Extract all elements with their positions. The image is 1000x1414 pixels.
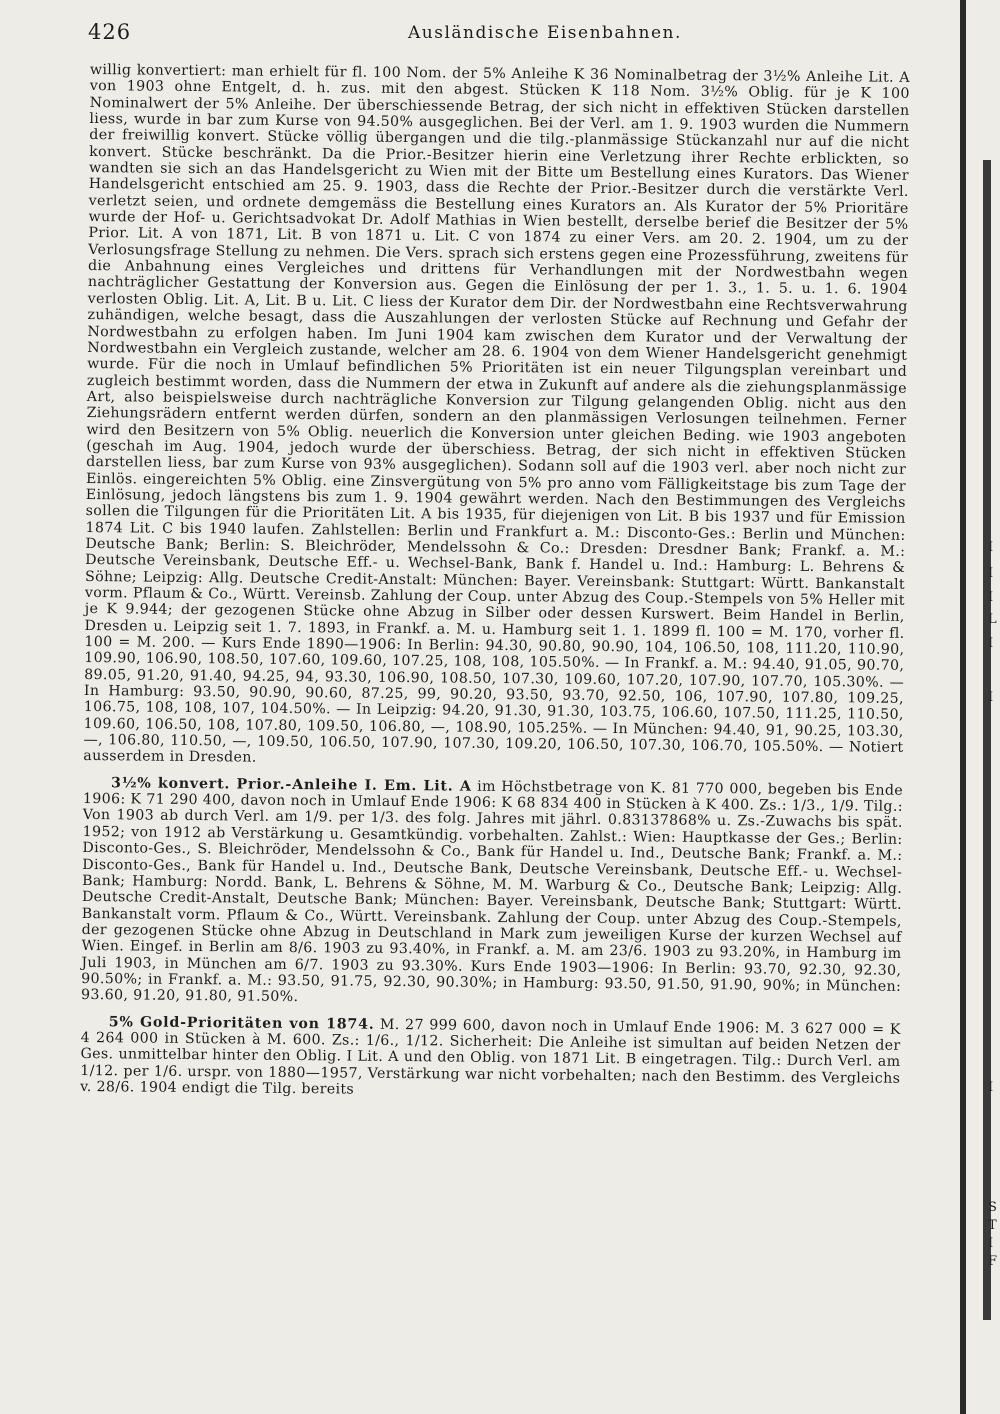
section-title: 3½% konvert. Prior.-Anleihe I. Em. Lit. A: [111, 775, 472, 795]
paragraph-continuation: willig konvertiert: man erhielt für fl. 100 Nom. der 5% Anleihe K 36 Nominalbetrag der 3½% Anleihe Lit. A von 1903 ohne Entgelt, d. h. zus. mit den abgest. Stücken K 118 Nom. 3½% Oblig. für je K 100 Nominalwert der 5% Anleihe. Der überschiessende Betrag, der sich nicht in effektiven Stücken darstellen liess, wurde in bar zum Kurse von 94.50% ausgeglichen. Bei der Verl. am 1. 9. 1903 wurden die Nummern der freiwillig konvert. Stücke völlig übergangen und die tilg.-planmässige Stückanzahl nur auf die nicht konvert. Stücke beschränkt. Da die Prior.-Besitzer hierin eine Verletzung ihrer Rechte erblickten, so wandten sie sich an das Handelsgericht zu Wien mit der Bitte um Bestellung eines Kurators. Das Wiener Handelsgericht entschied am 25. 9. 1903, dass die Rechte der Prior.-Besitzer durch die verstärkte Verl. verletzt seien, und ordnete demgemäss die Bestellung eines Kurators an. Als Kurator der 5% Prioritäre wurde der Hof- u. Gerichtsadvokat Dr. Adolf Mathias in Wien bestellt, derselbe berief die Besitzer der 5% Prior. Lit. A von 1871, Lit. B von 1871 u. Lit. C von 1874 zu einer Vers. am 20. 2. 1904, um zu der Verlosungsfrage Stellung zu nehmen. Die Vers. sprach sich erstens gegen eine Prozessführung, zweitens für die Anbahnung eines Vergleiches und drittens für Verhandlungen mit der Nordwestbahn wegen nachträglicher Gestattung der Konversion aus. Gegen die Einlösung der per 1. 3., 1. 5. u. 1. 6. 1904 verlosten Oblig. Lit. A, Lit. B u. Lit. C liess der Kurator dem Dir. der Nordwestbahn eine Rechtsverwahrung zuhändigen, welche besagt, dass die Auszahlungen der verlosten Stücke auf Rechnung und Gefahr der Nordwestbahn zu erfolgen haben. Im Juni 1904 kam zwischen dem Kurator und der Verwaltung der Nordwestbahn ein Vergleich zustande, welcher am 28. 6. 1904 von dem Wiener Handelsgericht genehmigt wurde. Für die noch in Umlauf befindlichen 5% Prioritäten ist ein neuer Tilgungsplan vereinbart und zugleich bestimmt worden, dass die Nummern der etwa in Zukunft auf andere als die ziehungsplanmässige Art, also beispielsweise durch nachträgliche Konversion zur Tilgung gelangenden Oblig. nicht aus den Ziehungsrädern entfernt werden dürfen, sondern an den planmässigen Verlosungen teilnehmen. Ferner wird den Besitzern von 5% Oblig. neuerlich die Konversion unter gleichen Beding. wie 1903 angeboten (geschah im Aug. 1904, jedoch wurde der überschiess. Betrag, der sich nicht in effektiven Stücken darstellen liess, bar zum Kurse von 93% ausgeglichen). Sodann soll auf die 1903 verl. aber noch nicht zur Einlös. eingereichten 5% Oblig. eine Zinsvergütung von 5% pro anno vom Fälligkeitstage bis zum Tage der Einlösung, jedoch längstens bis zum 1. 9. 1904 gewährt werden. Nach den Bestimmungen des Vergleichs sollen die Tilgungen für die Prioritäten Lit. A bis 1935, für diejenigen von Lit. B bis 1937 und für Emission 1874 Lit. C bis 1940 laufen. Zahlstellen: Berlin und Frankfurt a. M.: Disconto-Ges.: Berlin und München: Deutsche Bank; Berlin: S. Bleichröder, Mendelssohn & Co.: Dresden: Dresdner Bank; Frankf. a. M.: Deutsche Vereinsbank, Deutsche Eff.- u. Wechsel-Bank, Bank f. Handel u. Ind.: Hamburg: L. Behrens & Söhne; Leipzig: Allg. Deutsche Credit-Anstalt: München: Bayer. Vereinsbank: Stuttgart: Württ. Bankanstalt vorm. Pflaum & Co., Württ. Vereinsb. Zahlung der Coup. unter Abzug des Coup.-Stempels von 5% Heller mit je K 9.944; der gezogenen Stücke ohne Abzug in Silber oder dessen Kurswert. Beim Handel in Berlin, Dresden u. Leipzig seit 1. 7. 1893, in Frankf. a. M. u. Hamburg seit 1. 1. 1899 fl. 100 = M. 170, vorher fl. 100 = M. 200. — Kurs Ende 1890—1906: In Berlin: 94.30, 90.80, 90.90, 104, 106.50, 108, 111.20, 110.90, 109.90, 106.90, 108.50, 107.60, 109.60, 107.25, 108, 108, 105.50%. — In Frankf. a. M.: 94.40, 91.05, 90.70, 89.05, 91.20, 91.40, 94.25, 94, 93.30, 106.90, 108.50, 107.30, 109.60, 107.20, 107.90, 107.70, 105.30%. — In Hamburg: 93.50, 90.90, 90.60, 87.25, 99, 90.20, 93.50, 93.70, 92.50, 106, 107.90, 107.80, 109.25, 106.75, 108, 108, 107, 104.50%. — In Leipzig: 94.20, 91.30, 91.30, 103.75, 106.60, 107.50, 111.25, 110.50, 109.60, 106.50, 108, 107.80, 109.50, 106.80, —, 108.90, 105.25%. — In München: 94.40, 91, 90.25, 103.30, —, 106.80, 110.50, —, 109.50, 106.50, 107.90, 107.30, 109.20, 106.50, 107.30, 106.70, 105.50%. — Notiert ausserdem in Dresden.: [83, 62, 910, 767]
margin-fragment: T: [988, 1218, 997, 1233]
margin-fragment: I: [988, 636, 994, 651]
section-gold-prioritaeten: [80, 1014, 901, 1104]
section-text: M. 27 999 600, davon noch in Umlauf Ende 1906: M. 3 627 000 = K 4 264 000 in Stücken à M. 600. Zs.: 1/6., 1/12. Sicherheit: Die Anleihe ist simultan auf beiden Netzen der Ges. unmittelbar hinter den Oblig. I Lit. A und den Oblig. von 1871 Lit. B eingetragen. Tilg.: Durch Verl. am 1/12. per 1/6. urspr. von 1880—1957, Verstärkung war nicht vorbehalten; nach den Bestimm. des Vergleichs v. 28/6. 1904 endigt die Tilg. bereits: [80, 1016, 901, 1098]
binding-gutter: [960, 0, 966, 1414]
margin-fragment: F: [988, 1254, 998, 1269]
binding-shadow: [983, 160, 991, 1320]
running-head: Ausländische Eisenbahnen.: [408, 23, 682, 43]
margin-fragment: I: [988, 1080, 994, 1095]
margin-fragment: I: [988, 566, 994, 581]
page-number: 426: [88, 20, 132, 44]
section-text: im Höchstbetrage von K. 81 770 000, begeben bis Ende 1906: K 71 290 400, davon noch in Umlauf Ende 1906: K 68 834 400 in Stücken à K 400. Zs.: 1/3., 1/9. Tilg.: Von 1903 ab durch Verl. am 1/9. per 1/3. des folg. Jahres mit jährl. 0.83137868% u. Zs.-Zuwachs bis spät. 1952; von 1912 ab Verstärkung u. Gesamtkündig. vorbehalten. Zahlst.: Wien: Hauptkasse der Ges.; Berlin: Disconto-Ges., S. Bleichröder, Mendelssohn & Co., Bank für Handel u. Ind., Deutsche Bank; Frankf. a. M.: Disconto-Ges., Bank für Handel u. Ind., Deutsche Bank, Deutsche Vereinsbank, Deutsche Eff.- u. Wechsel-Bank; Hamburg: Nordd. Bank, L. Behrens & Söhne, M. M. Warburg & Co., Deutsche Bank; Leipzig: Allg. Deutsche Credit-Anstalt, Deutsche Bank; München: Bayer. Vereinsbank, Deutsche Bank; Stuttgart: Württ. Bankanstalt vorm. Pflaum & Co., Württ. Vereinsbank. Zahlung der Coup. unter Abzug des Coup.-Stempels, der gezogenen Stücke ohne Abzug in Deutschland in Mark zum jeweiligen Kurse der kurzen Wechsel auf Wien. Eingef. in Berlin am 8/6. 1903 zu 93.40%, in Frankf. a. M. am 23/6. 1903 zu 93.20%, in Hamburg im Juli 1903, in München am 6/7. 1903 zu 93.30%. Kurs Ende 1903—1906: In Berlin: 93.70, 92.30, 92.30, 90.50%; in Frankf. a. M.: 93.50, 91.75, 92.30, 90.30%; in Hamburg: 93.50, 91.50, 91.90, 90%; in München: 93.60, 91.20, 91.80, 91.50%.: [80, 778, 904, 1006]
section-title: 5% Gold-Prioritäten von 1874.: [108, 1013, 375, 1033]
margin-fragment: I: [988, 1236, 994, 1251]
text-column: [80, 62, 910, 1103]
margin-fragment: I: [988, 590, 994, 605]
margin-fragment: L: [988, 612, 997, 627]
margin-fragment: I: [988, 540, 994, 555]
section-conv-prior-anleihe: [81, 775, 903, 1012]
page-header: [88, 20, 968, 50]
margin-fragment: S: [988, 1200, 997, 1215]
margin-fragment: I: [988, 690, 994, 705]
